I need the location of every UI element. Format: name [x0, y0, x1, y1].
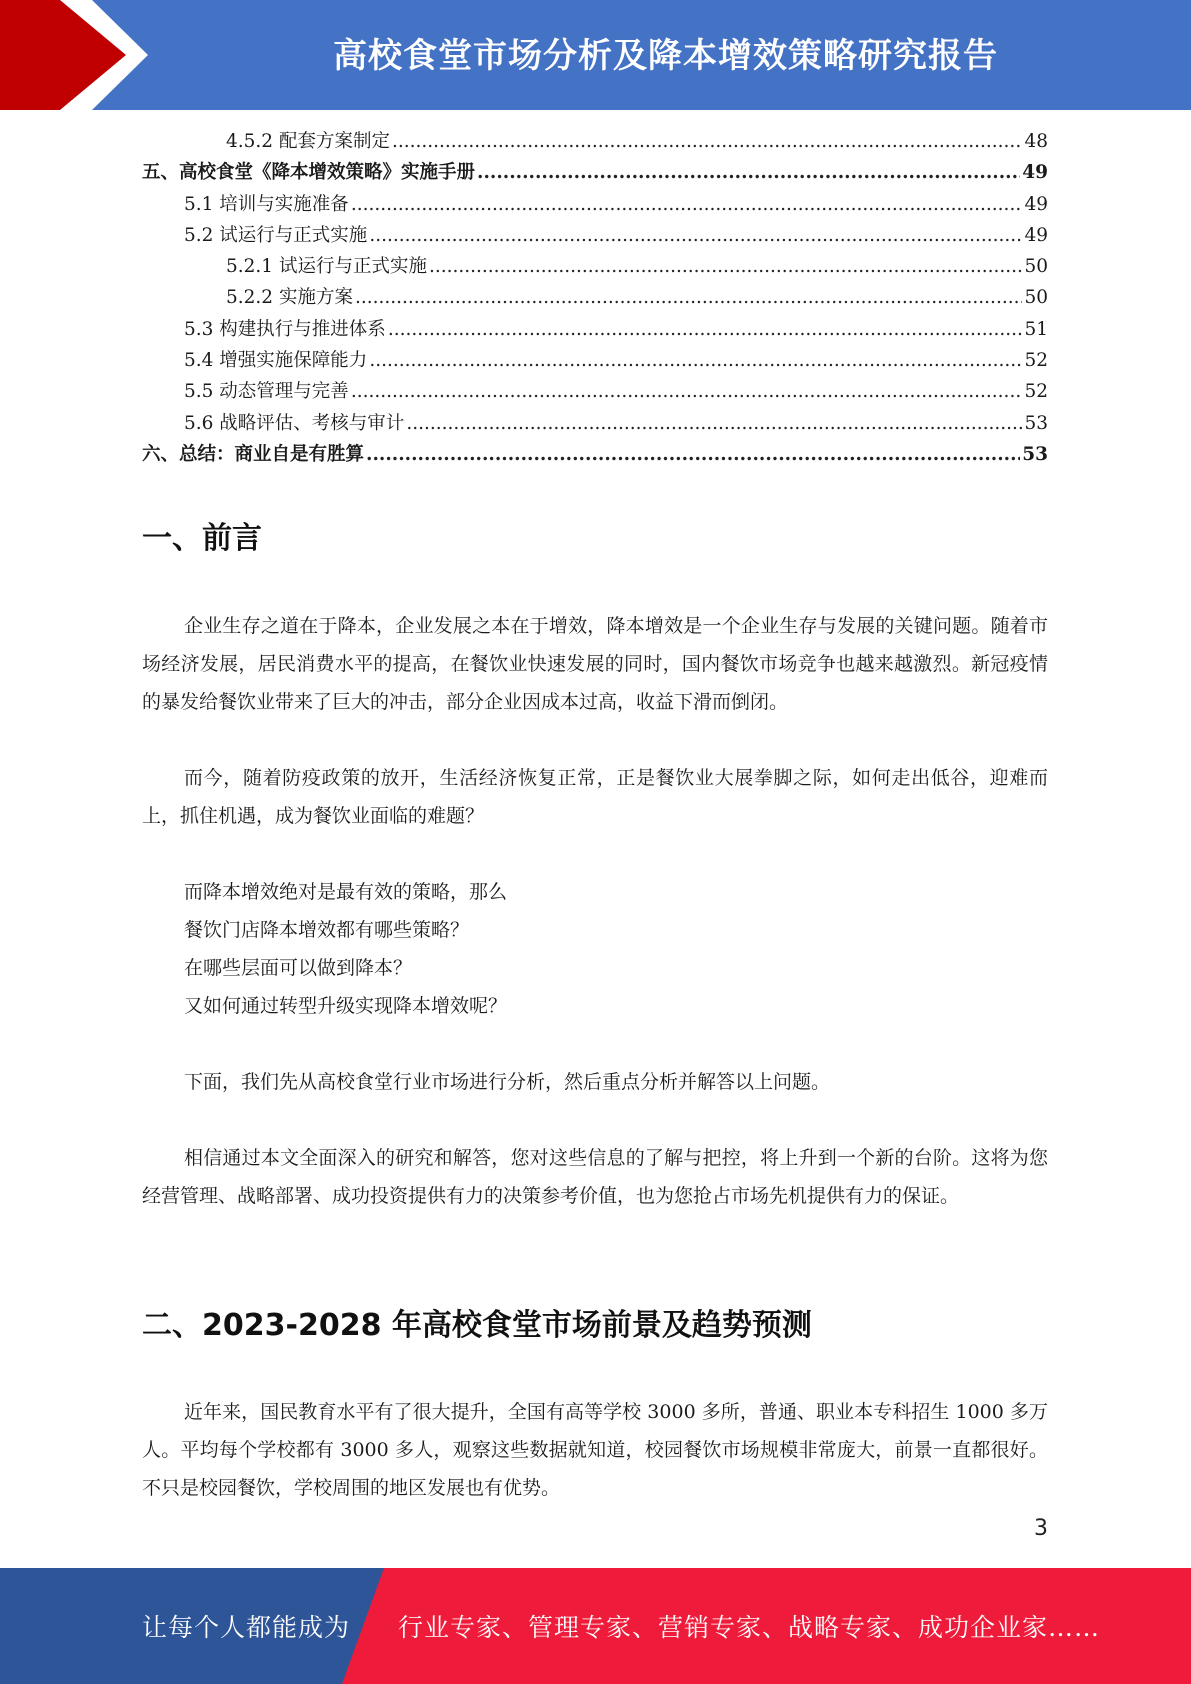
toc-entry[interactable]	[142, 127, 1048, 158]
toc-leader-dots	[369, 225, 1022, 246]
toc-leader-dots	[477, 162, 1020, 183]
toc-entry-page: 51	[1024, 318, 1048, 340]
toc-entry-label: 5.2 试运行与正式实施	[184, 224, 368, 246]
toc-entry-label: 5.1 培训与实施准备	[184, 193, 349, 215]
preface-question-line: 而降本增效绝对是最有效的策略，那么	[184, 881, 508, 903]
toc-leader-dots	[351, 381, 1023, 402]
toc-entry-page: 53	[1022, 443, 1048, 465]
toc-entry-page: 52	[1024, 350, 1048, 372]
toc-entry-label: 5.2.1 试运行与正式实施	[226, 256, 427, 278]
toc-entry-page: 48	[1024, 131, 1048, 152]
toc-entry[interactable]	[142, 190, 1048, 221]
toc-entry-label: 5.6 战略评估、考核与审计	[184, 412, 405, 434]
toc-entry-label: 5.2.2 实施方案	[226, 287, 353, 309]
toc-leader-dots	[392, 131, 1022, 152]
toc-leader-dots	[429, 256, 1022, 277]
page-number: 3	[1034, 1516, 1048, 1541]
preface-paragraph-4: 相信通过本文全面深入的研究和解答，您对这些信息的了解与把控，将上升到一个新的台阶。这将为您经营管理、战略部署、成功投资提供有力的决策参考价值，也为您抢占市场先机提供有力的保证。	[142, 1147, 1048, 1207]
toc-entry-label: 5.5 动态管理与完善	[184, 381, 349, 403]
toc-entry[interactable]	[142, 440, 1048, 471]
table-of-contents	[142, 127, 1048, 471]
section-heading-preface: 一、前言	[142, 521, 262, 556]
preface-paragraph-1: 企业生存之道在于降本，企业发展之本在于增效，降本增效是一个企业生存与发展的关键问题。随着市场经济发展，居民消费水平的提高，在餐饮业快速发展的同时，国内餐饮市场竞争也越来越激烈。新冠疫情的暴发给餐饮业带来了巨大的冲击，部分企业因成本过高，收益下滑而倒闭。	[142, 615, 1048, 713]
toc-entry-label: 5.3 构建执行与推进体系	[184, 318, 386, 340]
toc-entry-label: 5.4 增强实施保障能力	[184, 350, 368, 372]
preface-paragraph-3: 下面，我们先从高校食堂行业市场进行分析，然后重点分析并解答以上问题。	[184, 1071, 831, 1093]
document-title: 高校食堂市场分析及降本增效策略研究报告	[333, 36, 998, 76]
toc-entry-page: 50	[1024, 287, 1048, 309]
toc-leader-dots	[369, 350, 1022, 371]
toc-entry-page: 50	[1024, 256, 1048, 278]
toc-leader-dots	[366, 444, 1020, 465]
toc-entry[interactable]	[142, 158, 1048, 189]
toc-entry-page: 49	[1022, 162, 1048, 184]
toc-entry-page: 53	[1024, 412, 1048, 434]
preface-paragraph-2: 而今，随着防疫政策的放开，生活经济恢复正常，正是餐饮业大展拳脚之际，如何走出低谷，迎难而上，抓住机遇，成为餐饮业面临的难题？	[142, 767, 1048, 827]
footer-slogan-right: 行业专家、管理专家、营销专家、战略专家、成功企业家……	[398, 1613, 1101, 1642]
section-heading-market-outlook: 二、2023-2028 年高校食堂市场前景及趋势预测	[142, 1308, 812, 1343]
footer-slogan-left: 让每个人都能成为	[142, 1613, 351, 1642]
header-banner	[0, 0, 1191, 110]
toc-entry[interactable]	[142, 346, 1048, 377]
toc-entry-label: 六、总结：商业自是有胜算	[142, 443, 365, 465]
market-outlook-paragraph-1: 近年来，国民教育水平有了很大提升，全国有高等学校 3000 多所，普通、职业本专科招生 1000 多万人。平均每个学校都有 3000 多人，观察这些数据就知道，校园餐饮市场规模非常庞大，前景一直都很好。不只是校园餐饮，学校周围的地区发展也有优势。	[142, 1401, 1048, 1499]
toc-leader-dots	[388, 319, 1023, 340]
toc-leader-dots	[351, 194, 1023, 215]
toc-entry[interactable]	[142, 221, 1048, 252]
toc-entry-page: 49	[1024, 224, 1048, 246]
toc-entry[interactable]	[142, 283, 1048, 314]
toc-entry[interactable]	[142, 409, 1048, 440]
toc-entry-label: 五、高校食堂《降本增效策略》实施手册	[142, 162, 476, 184]
toc-entry-page: 49	[1024, 193, 1048, 215]
toc-entry[interactable]	[142, 377, 1048, 408]
toc-entry[interactable]	[142, 315, 1048, 346]
toc-entry-label: 4.5.2 配套方案制定	[226, 131, 390, 152]
footer-banner	[0, 1568, 1191, 1684]
preface-question-line: 餐饮门店降本增效都有哪些策略？	[184, 919, 470, 941]
toc-entry-page: 52	[1024, 381, 1048, 403]
preface-question-line: 又如何通过转型升级实现降本增效呢？	[184, 995, 508, 1017]
toc-leader-dots	[406, 413, 1022, 434]
toc-leader-dots	[355, 287, 1023, 308]
preface-question-line: 在哪些层面可以做到降本？	[184, 957, 413, 979]
toc-entry[interactable]	[142, 252, 1048, 283]
